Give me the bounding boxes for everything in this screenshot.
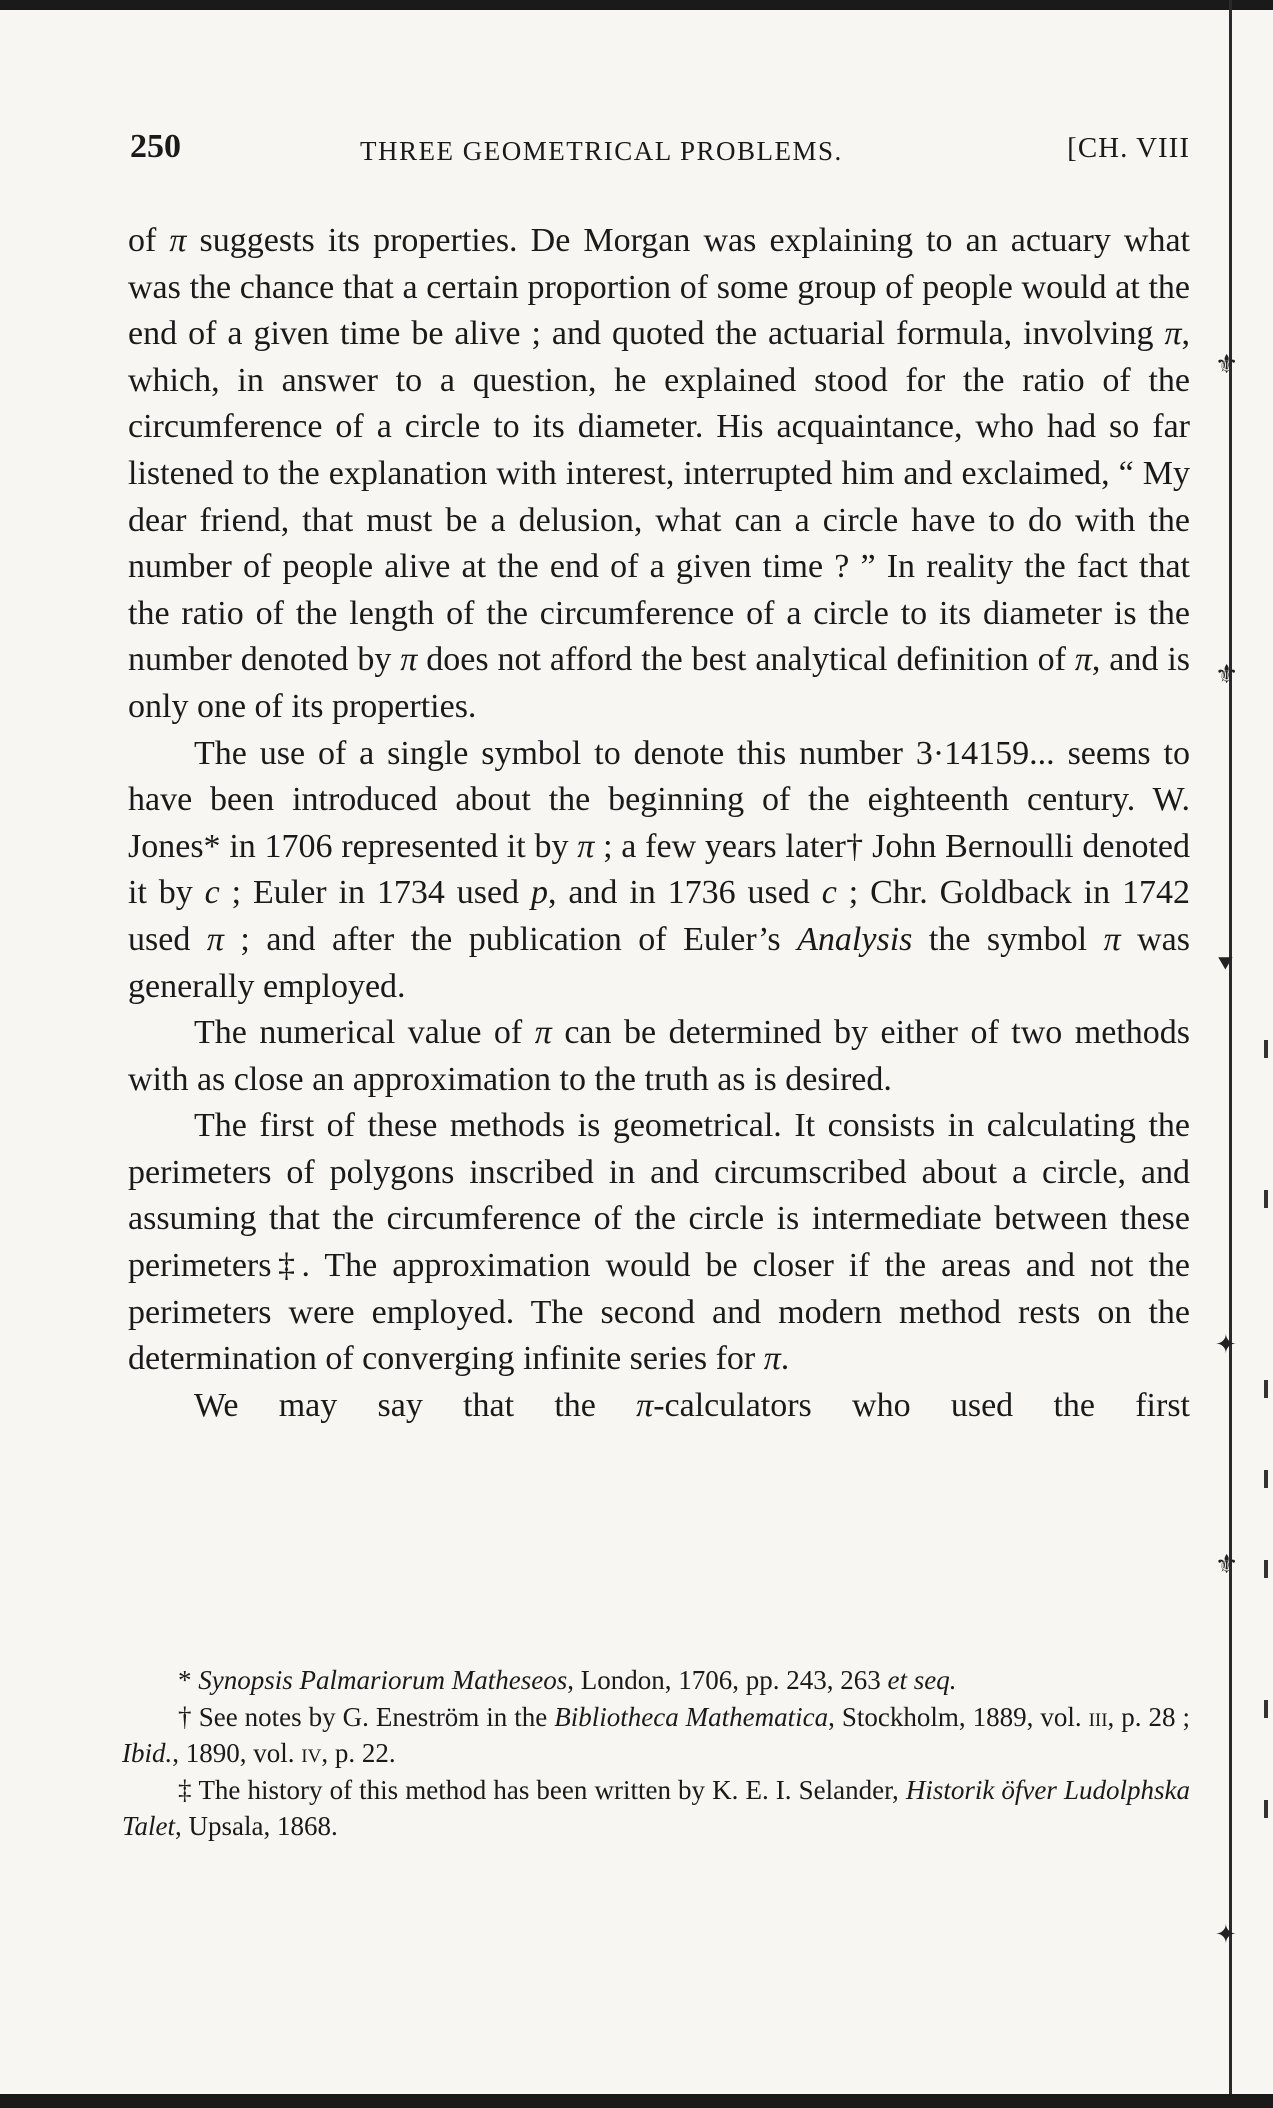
footnote-mark: † — [178, 1701, 199, 1732]
volume-number: iv — [301, 1738, 322, 1768]
text-run: The use of a single symbol to denote this number 3·14159... seems to have been introduced about the beginning of the eighteenth century. W. Jones* in 1706 represented it by — [128, 734, 1190, 865]
page-number: 250 — [130, 128, 181, 165]
text-run: The numerical value of — [194, 1014, 535, 1052]
text-run: -calculators who used the first — [653, 1386, 1191, 1424]
margin-ornament-icon: ⚜ — [1215, 660, 1239, 689]
pi-symbol: π — [636, 1386, 654, 1424]
text-run: et seq. — [887, 1665, 957, 1695]
text-run: ; and after the publication of Euler’s — [223, 920, 798, 958]
variable-c: c — [821, 874, 837, 912]
chapter-label: [CH. VIII — [1067, 132, 1190, 164]
page-header — [130, 128, 1190, 180]
margin-ornament-icon: ⚜ — [1215, 350, 1239, 379]
text-run: , p. 22. — [321, 1738, 396, 1768]
text-run: , 1890, vol. — [172, 1738, 302, 1768]
text-run: , which, in answer to a question, he explained stood for the ratio of the circumference of a circle to its diameter. His acquaintance, who had so far listened to the explanation with interest, interrupted him and exclaimed, “ My dear friend, that must be a delusion, what can a circle have to do with the number of people alive at the end of a given time ? ” In reality the fact that the ratio of the length of the circumference of a circle to its diameter is the number denoted by — [128, 315, 1190, 679]
text-run: ; a few years later† John Bernoulli denoted it by — [128, 827, 1190, 912]
text-run: , Stockholm, 1889, vol. — [828, 1701, 1089, 1732]
book-title: Bibliotheca Mathematica — [554, 1701, 829, 1732]
text-run: ; Chr. Goldback in 1742 used — [128, 874, 1191, 958]
edge-tick — [1264, 1190, 1268, 1208]
margin-arrow-icon: ✦ — [1215, 1920, 1237, 1949]
text-run: was generally employed. — [128, 920, 1190, 1005]
running-title: THREE GEOMETRICAL PROBLEMS. — [360, 136, 843, 166]
footnote-mark: * — [178, 1665, 199, 1695]
text-run: See notes by G. Eneström in the — [198, 1701, 555, 1732]
footnote-2 — [122, 1699, 1190, 1772]
edge-tick — [1264, 1560, 1268, 1578]
edge-tick — [1264, 1470, 1268, 1488]
bottom-scan-border — [0, 2094, 1273, 2108]
pi-symbol: π — [169, 222, 187, 259]
edge-tick — [1264, 1380, 1268, 1398]
footnotes — [122, 1662, 1190, 1845]
paragraph-3 — [128, 1010, 1190, 1103]
footnote-1 — [122, 1662, 1190, 1699]
volume-number: iii — [1088, 1701, 1108, 1732]
variable-c: c — [204, 874, 220, 912]
footnote-mark: ‡ — [178, 1774, 199, 1805]
body-text — [128, 218, 1190, 1429]
paragraph-1 — [128, 218, 1190, 731]
edge-tick — [1264, 1700, 1268, 1718]
text-run: , p. 28 ; — [1107, 1701, 1190, 1732]
text-run: ; Euler in 1734 used — [219, 874, 531, 912]
text-run: Ibid. — [122, 1738, 173, 1768]
top-scan-border — [0, 0, 1273, 10]
text-run: . — [780, 1340, 790, 1378]
text-run: suggests its properties. De Morgan was explaining to an actuary what was the chance that a certain proportion of some group of people would at the end of a given time be alive ; and quoted the actuarial formula, involving — [128, 222, 1191, 353]
footnote-3 — [122, 1772, 1190, 1845]
text-run: The history of this method has been written by K. E. I. Selander, — [198, 1774, 906, 1805]
pi-symbol: π — [1164, 315, 1182, 353]
paragraph-4 — [128, 1103, 1190, 1383]
edge-tick — [1264, 1040, 1268, 1058]
book-title: Synopsis Palmariorum Matheseos — [198, 1665, 568, 1695]
pi-symbol: π — [400, 641, 418, 679]
text-run: , and in 1736 used — [547, 874, 822, 912]
text-run: , and is only one of its properties. — [128, 641, 1190, 725]
pi-symbol: π — [1103, 920, 1121, 958]
paragraph-5 — [128, 1383, 1190, 1430]
text-run: of — [128, 222, 170, 259]
pi-symbol: π — [1074, 641, 1092, 679]
page-edge-line — [1229, 0, 1232, 2108]
text-run: can be determined by either of two methods with as close an approximation to the truth as is desired. — [128, 1014, 1190, 1098]
edge-tick — [1264, 1800, 1268, 1818]
paragraph-2 — [128, 731, 1190, 1011]
text-run: We may say that the — [194, 1386, 637, 1424]
pi-symbol: π — [763, 1340, 781, 1378]
text-run: , London, 1706, pp. 243, 263 — [567, 1665, 888, 1695]
text-run: does not afford the best analytical definition of — [417, 641, 1075, 679]
margin-arrow-icon: ⯆ — [1215, 950, 1236, 979]
margin-arrow-icon: ✦ — [1215, 1330, 1237, 1359]
pi-symbol: π — [206, 920, 224, 958]
pi-symbol: π — [577, 827, 595, 865]
text-run: the symbol — [912, 920, 1104, 958]
variable-p: p — [530, 874, 548, 912]
text-run: , Upsala, 1868. — [175, 1811, 338, 1841]
margin-ornament-icon: ⚜ — [1215, 1550, 1239, 1579]
book-title: Analysis — [797, 920, 913, 958]
book-title: Historik öfver Ludolphska Talet — [122, 1774, 1190, 1841]
text-run: The first of these methods is geometrical. It consists in calculating the perimeters of polygons inscribed in and circumscribed about a circle, and assuming that the circumference of the circle is intermediate between these perimeters‡. The approximation would be closer if the areas and not the perimeters were employed. The second and modern method rests on the determination of converging infinite series for — [128, 1107, 1190, 1378]
pi-symbol: π — [534, 1014, 552, 1052]
